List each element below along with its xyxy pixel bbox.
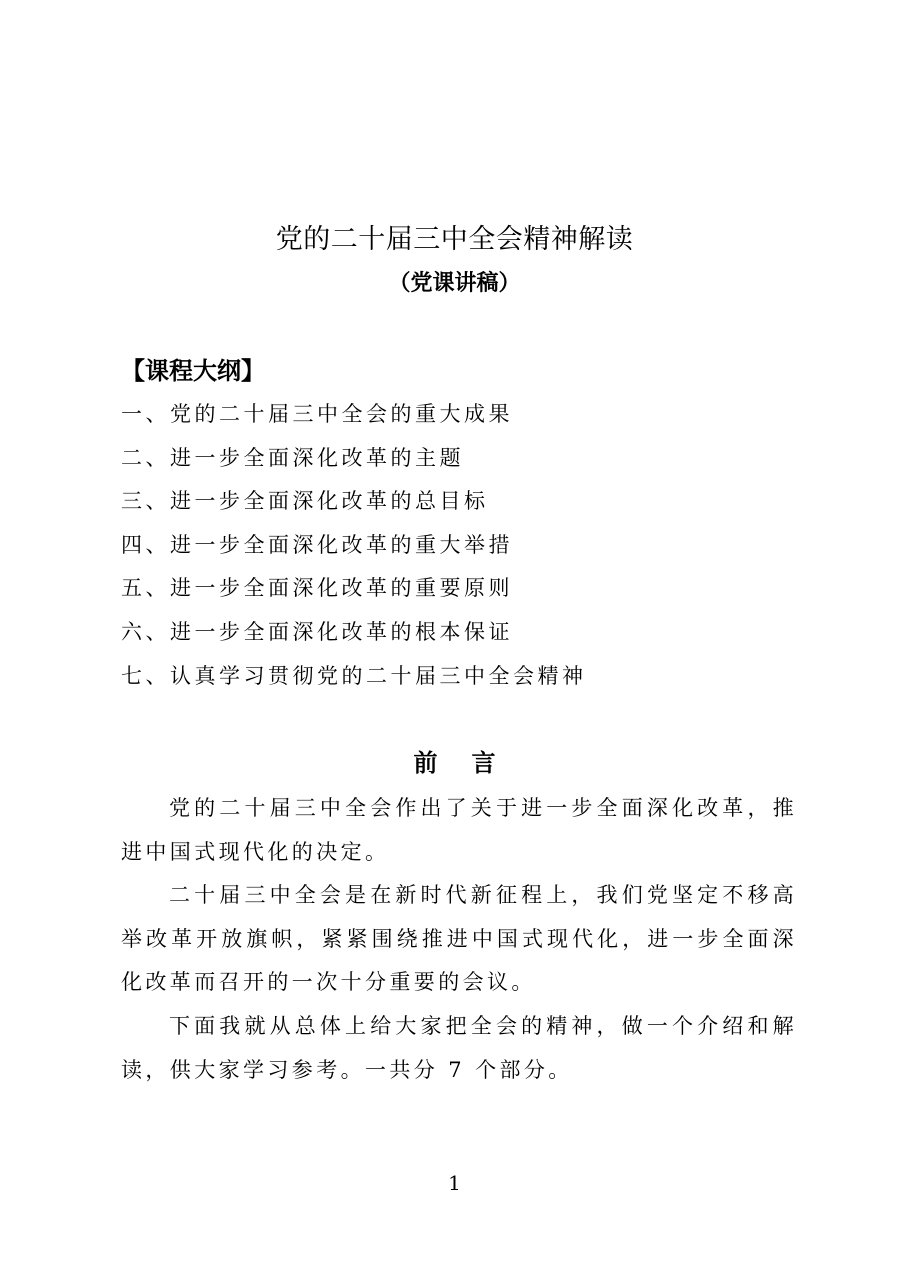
preface-paragraph: 党的二十届三中全会作出了关于进一步全面深化改革，推进中国式现代化的决定。: [121, 796, 797, 864]
outline-item: 一、党的二十届三中全会的重大成果: [121, 402, 513, 426]
document-title: 党的二十届三中全会精神解读: [275, 224, 634, 255]
outline-item: 五、进一步全面深化改革的重要原则: [121, 576, 513, 601]
outline-item: 四、进一步全面深化改革的重大举措: [121, 532, 513, 557]
outline-item: 三、进一步全面深化改革的总目标: [121, 489, 489, 514]
outline-item: 七、认真学习贯彻党的二十届三中全会精神: [121, 663, 587, 688]
outline-item: 二、进一步全面深化改革的主题: [121, 445, 464, 470]
preface-body: [121, 787, 797, 1092]
outline-heading: 【课程大纲】: [121, 357, 265, 385]
outline-item: 六、进一步全面深化改革的根本保证: [121, 619, 513, 644]
preface-paragraph: 下面我就从总体上给大家把全会的精神，做一个介绍和解读，供大家学习参考。一共分 7 个部分。: [121, 1013, 797, 1082]
outline-list: [121, 396, 587, 701]
preface-paragraph: 二十届三中全会是在新时代新征程上，我们党坚定不移高举改革开放旗帜，紧紧围绕推进中国式现代化，进一步全面深化改革而召开的一次十分重要的会议。: [121, 883, 797, 995]
document-subtitle: （党课讲稿）: [388, 271, 521, 296]
preface-title: 前言: [413, 749, 530, 777]
page-number: 1: [448, 1171, 461, 1195]
